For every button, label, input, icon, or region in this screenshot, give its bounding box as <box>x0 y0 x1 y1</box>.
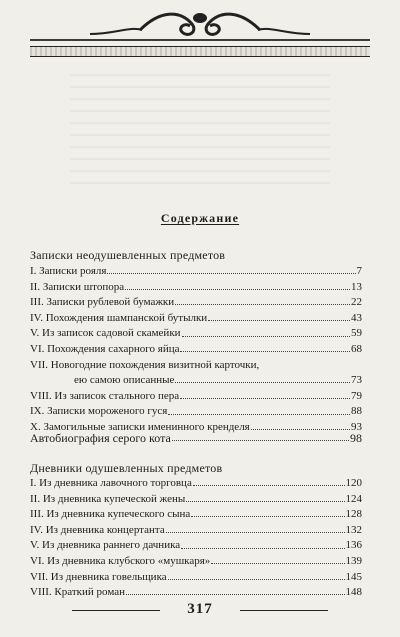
toc-entry: VIII. Краткий роман 148 <box>30 586 362 599</box>
toc-entry: IX. Записки мороженого гуся 88 <box>30 405 362 418</box>
toc-list <box>30 264 362 436</box>
page-footer <box>30 600 370 624</box>
toc-entry: VIII. Из записок стального пера 79 <box>30 389 362 402</box>
toc-entry: II. Из дневника купеческой жены 124 <box>30 492 362 505</box>
toc-list <box>30 476 362 601</box>
toc-entry: VII. Новогодние похождения визитной карточки, <box>30 358 260 371</box>
ornament-icon <box>30 4 370 44</box>
toc-entry: I. Из дневника лавочного торговца 120 <box>30 477 362 489</box>
page-number: 317 <box>187 601 213 617</box>
toc-entry: II. Записки штопора 13 <box>30 280 362 293</box>
toc-section-single <box>30 431 362 447</box>
section-heading: Записки неодушевленных предметов <box>30 248 226 262</box>
section-heading: Дневники одушевленных предметов <box>30 461 223 475</box>
page-title: Содержание <box>160 211 240 225</box>
toc-entry: VI. Похождения сахарного яйца 68 <box>30 342 362 355</box>
toc-entry: III. Из дневника купеческого сына 128 <box>30 508 362 521</box>
toc-entry: X. Замогильные записки именинного кренделя 93 <box>30 420 362 433</box>
toc-entry: Автобиография серого кота 98 <box>30 431 362 445</box>
toc-entry: I. Записки рояля 7 <box>30 265 362 277</box>
toc-entry: III. Записки рублевой бумажки 22 <box>30 296 362 309</box>
toc-entry: IV. Из дневника концертанта 132 <box>30 523 362 536</box>
toc-entry-continuation: ею самою описанные 73 <box>74 374 362 387</box>
toc-entry: VI. Из дневника клубского «мушкаря» 139 <box>30 554 362 567</box>
show-through-text <box>70 74 330 184</box>
toc-entry: V. Из записок садовой скамейки 59 <box>30 327 362 340</box>
toc-entry: VII. Из дневника говельщика 145 <box>30 570 362 583</box>
toc-entry: IV. Похождения шампанской бутылки 43 <box>30 311 362 324</box>
header-band <box>30 46 370 57</box>
toc-entry: V. Из дневника раннего дачника 136 <box>30 539 362 552</box>
